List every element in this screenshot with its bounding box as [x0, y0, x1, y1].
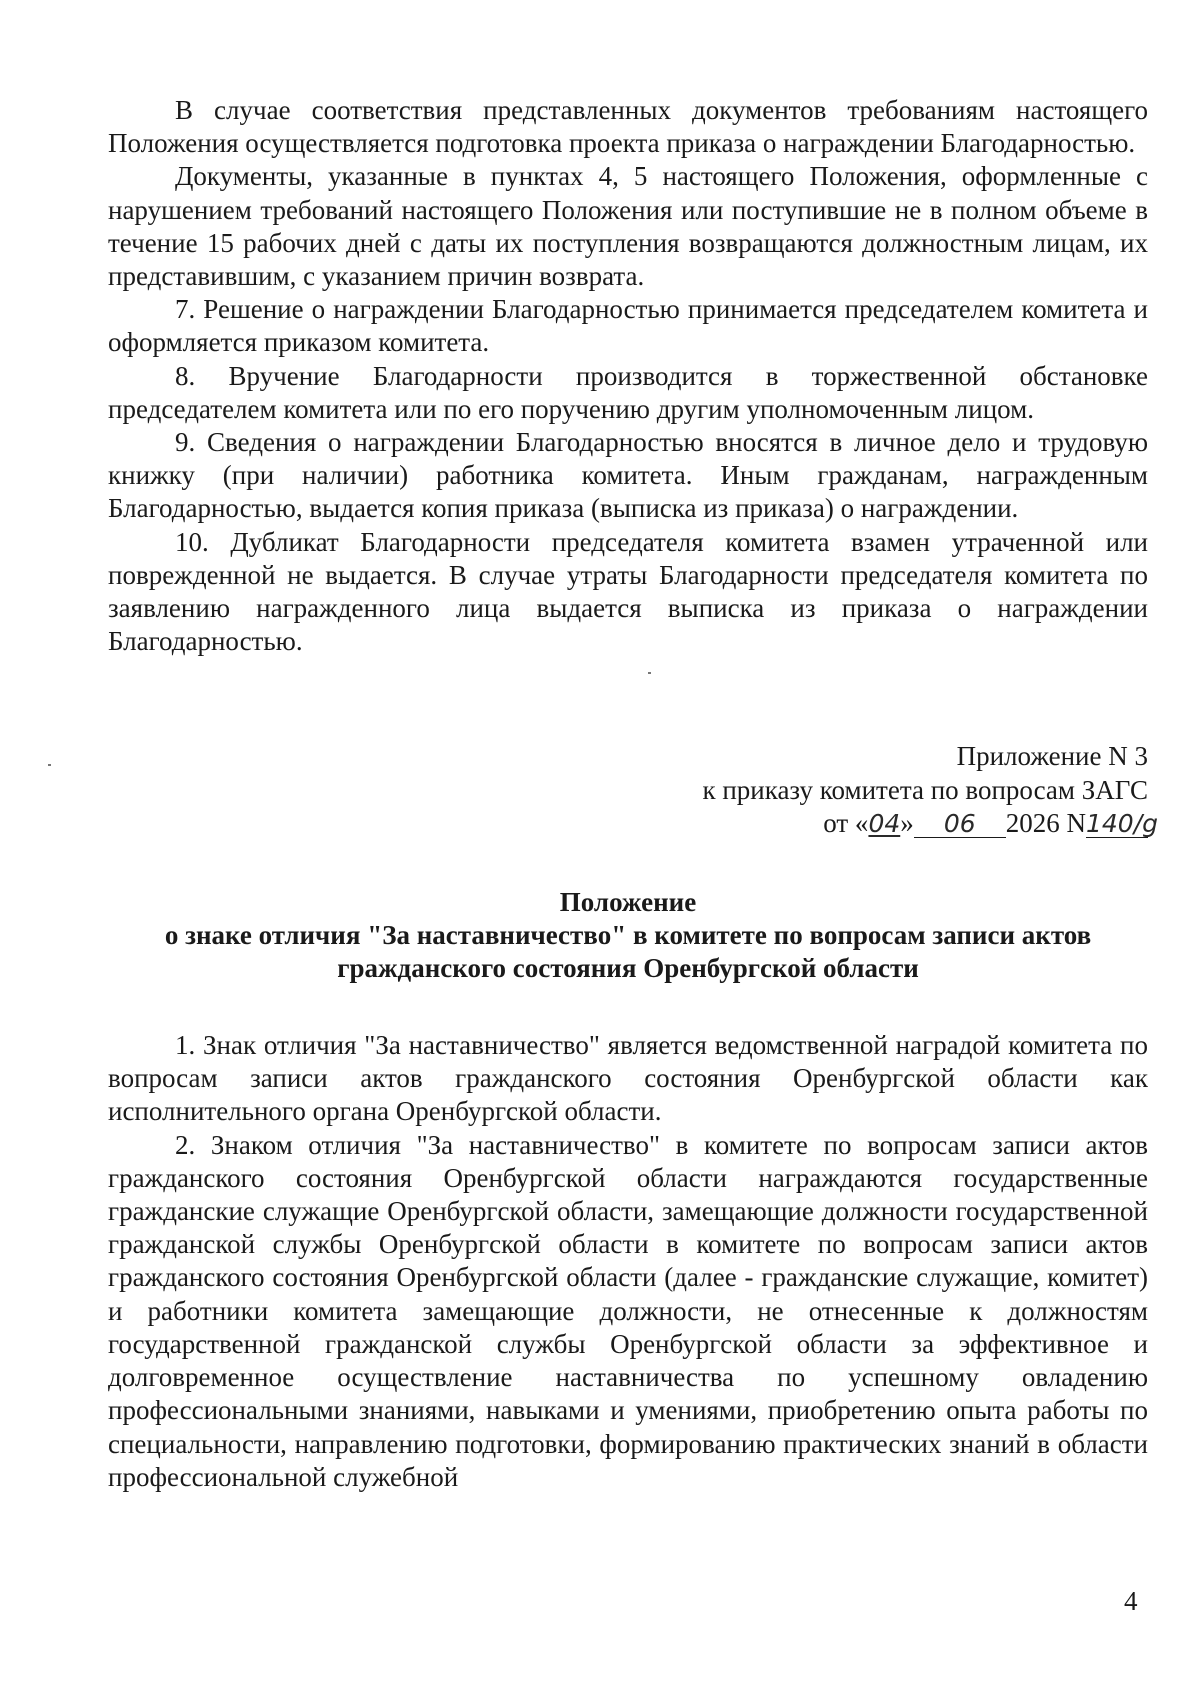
paragraph-documents-return: Документы, указанные в пунктах 4, 5 настоящего Положения, оформленные с нарушением требований настоящего Положения или поступившие не в полном объеме в течение 15 рабочих дней с даты их поступления возвращаются должностным лицам, их представившим, с указанием причин возврата.: [108, 161, 1148, 292]
handwritten-month: 06: [943, 808, 976, 838]
paragraph-item-10: 10. Дубликат Благодарности председателя комитета взамен утраченной или поврежденной не выдается. В случае утраты Благодарности председателя комитета по заявлению награжденного лица выдается выписка из приказа о награждении Благодарностью.: [108, 526, 1148, 657]
title-line-1: Положение: [559, 887, 697, 918]
scan-speck: [648, 672, 651, 674]
regulation-body: [108, 1029, 1148, 1494]
handwritten-day: 04: [868, 808, 901, 838]
title-line-2: о знаке отличия "За наставничество" в комитете по вопросам записи актов: [164, 920, 1092, 951]
appendix-number: Приложение N 3: [956, 741, 1148, 772]
title-line-3: гражданского состояния Оренбургской области: [337, 953, 919, 984]
document-page: [108, 94, 1159, 1494]
paragraph-clause-1: 1. Знак отличия "За наставничество" является ведомственной наградой комитета по вопросам записи актов гражданского состояния Оренбургской области как исполнительного органа Оренбургской области.: [108, 1030, 1148, 1127]
document-title: [108, 886, 1148, 985]
number-blank: [1086, 808, 1159, 838]
page-number: 4: [1124, 1586, 1138, 1616]
date-mid: »: [900, 807, 914, 838]
paragraph-item-9: 9. Сведения о награждении Благодарностью вносятся в личное дело и трудовую книжку (при наличии) работника комитета. Иным гражданам, награжденным Благодарностью, выдается копия приказа (выписка из приказа) о награждении.: [108, 427, 1148, 524]
paragraph-item-8: 8. Вручение Благодарности производится в торжественной обстановке председателем комитета или по его поручению другим уполномоченным лицом.: [108, 360, 1148, 424]
appendix-order-reference: к приказу комитета по вопросам ЗАГС: [702, 774, 1148, 805]
date-prefix: от «: [823, 807, 869, 838]
month-blank: [914, 810, 1006, 838]
handwritten-order-number: 140/g: [1086, 808, 1159, 838]
paragraph-documents-compliance: В случае соответствия представленных документов требованиям настоящего Положения осуществляется подготовка проекта приказа о награждении Благодарностью.: [108, 95, 1148, 159]
paragraph-item-7: 7. Решение о награждении Благодарностью принимается председателем комитета и оформляется приказом комитета.: [108, 294, 1148, 358]
paragraph-clause-2: 2. Знаком отличия "За наставничество" в комитете по вопросам записи актов гражданского состояния Оренбургской области награждаются государственные гражданские служащие Оренбургской области, замещающие должности государственной гражданской службы Оренбургской области в комитете по вопросам записи актов гражданского состояния Оренбургской области (далее - гражданские служащие, комитет) и работники комитета замещающие должности, не отнесенные к должностям государственной гражданской службы Оренбургской области за эффективное и долговременное осуществление наставничества по успешному овладению профессиональными знаниями, навыками и умениями, приобретению опыта работы по специальности, направлению подготовки, формированию практических знаний в области профессиональной служебной: [108, 1129, 1148, 1492]
date-year: 2026 N: [1005, 807, 1086, 838]
appendix-header: [108, 740, 1159, 840]
scan-speck: [48, 764, 51, 766]
appendix-date-line: [823, 807, 1159, 840]
